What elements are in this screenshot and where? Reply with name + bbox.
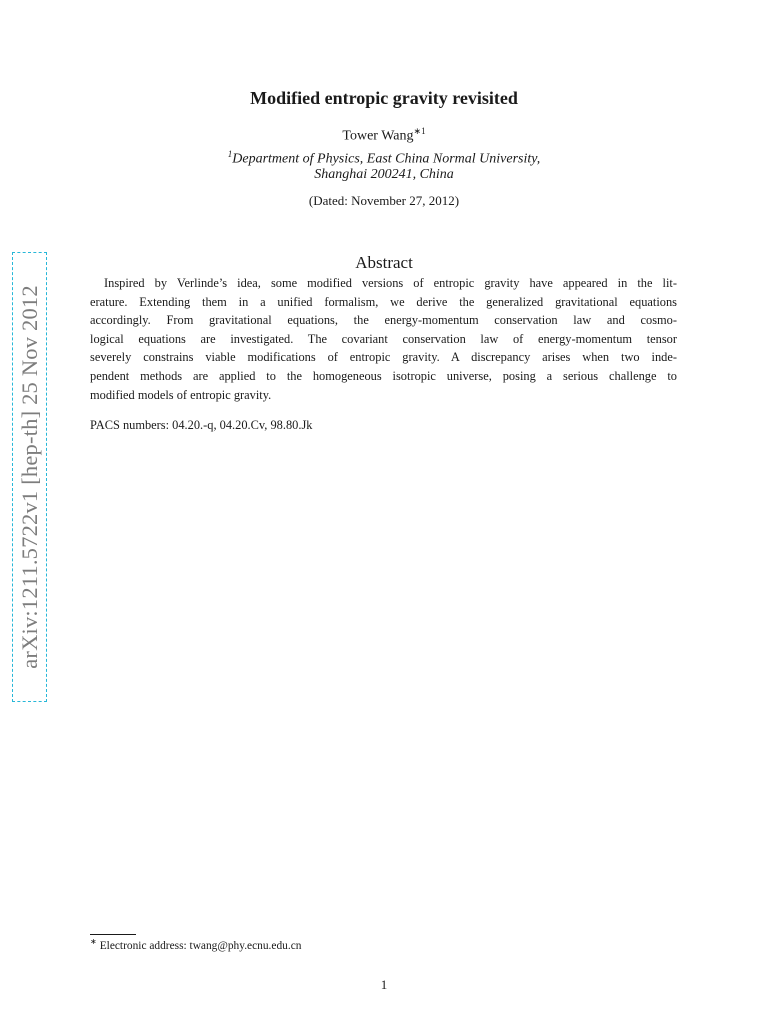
paper-title: Modified entropic gravity revisited	[250, 88, 518, 108]
abstract-line: Inspired by Verlinde’s idea, some modified versions of entropic gravity have appeared in the lit-	[104, 276, 677, 290]
footnote-marker: ∗	[90, 937, 97, 946]
affiliation-text-1: Department of Physics, East China Normal University,	[232, 151, 541, 167]
footnote	[90, 937, 301, 952]
affiliation-line-1	[0, 149, 768, 168]
arxiv-stamp[interactable]	[12, 252, 47, 702]
abstract-line: modified models of entropic gravity.	[90, 387, 272, 402]
abstract-body	[90, 274, 677, 404]
author-marker[interactable]: ∗1	[413, 126, 426, 136]
author-name: Tower Wang	[342, 128, 414, 144]
footnote-rule	[90, 934, 136, 935]
dated-line: (Dated: November 27, 2012)	[308, 193, 460, 208]
abstract-heading: Abstract	[355, 253, 413, 272]
author-line	[0, 126, 768, 145]
abstract-line: erature. Extending them in a unified formalism, we derive the generalized gravitational equations	[90, 294, 677, 309]
arxiv-stamp-text: arXiv:1211.5722v1 [hep-th] 25 Nov 2012	[16, 285, 42, 669]
page-number: 1	[380, 977, 388, 992]
footnote-text[interactable]: Electronic address: twang@phy.ecnu.edu.cn	[99, 939, 302, 952]
affiliation-marker: 1	[227, 149, 233, 159]
abstract-line: severely constrains viable modifications of entropic gravity. A discrepancy arises when two inde-	[90, 350, 677, 365]
abstract-line: accordingly. From gravitational equations, the energy-momentum conservation law and cosmo-	[90, 313, 677, 328]
pacs-numbers: PACS numbers: 04.20.-q, 04.20.Cv, 98.80.Jk	[90, 418, 313, 432]
affiliation-line-2: Shanghai 200241, China	[314, 167, 454, 182]
abstract-line: logical equations are investigated. The covariant conservation law of energy-momentum tensor	[90, 331, 677, 346]
abstract-line: pendent methods are applied to the homogeneous isotropic universe, posing a serious challenge to	[90, 368, 677, 383]
